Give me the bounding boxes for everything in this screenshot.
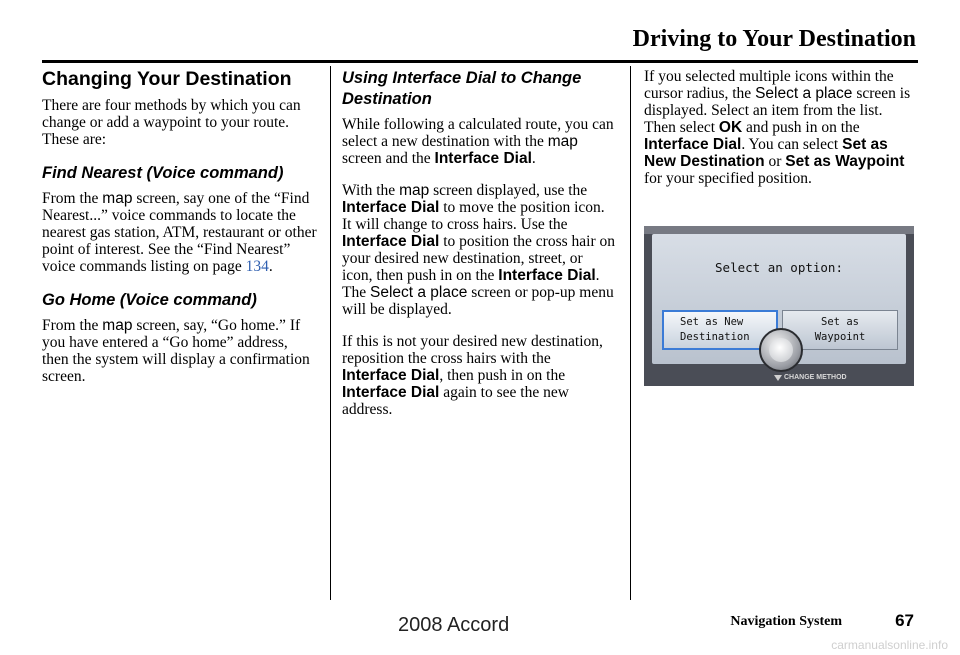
column-1 bbox=[42, 68, 317, 400]
section-heading: Changing Your Destination bbox=[42, 68, 292, 90]
map-term: map bbox=[102, 317, 133, 334]
set-as-new-destination-button[interactable]: Set as New Destination bbox=[662, 310, 778, 350]
interface-dial-icon bbox=[759, 328, 803, 372]
screen-title: Select an option: bbox=[715, 260, 843, 275]
interface-dial-heading: Using Interface Dial to Change Destination bbox=[342, 69, 582, 108]
page-number: 67 bbox=[895, 611, 914, 630]
select-place-paragraph: If you selected multiple icons within the cursor radius, the Select a place screen is displayed. Select an item from the list. Then select OK and push in on the Interface Dial. You can select Set as New Destination or Set as Waypoint for your specified position. bbox=[644, 68, 911, 187]
navigation-screen-image bbox=[644, 226, 914, 386]
dial-paragraph-1: While following a calculated route, you can select a new destination with the map screen and the Interface Dial. bbox=[342, 116, 614, 167]
watermark-text: 2008 Accord bbox=[398, 614, 510, 636]
find-nearest-heading: Find Nearest (Voice command) bbox=[42, 164, 284, 182]
column-divider-1 bbox=[330, 66, 331, 600]
dial-paragraph-2: With the map screen displayed, use the Interface Dial to move the position icon. It will change to cross hairs. Use the Interface Dial to position the cross hair on your desired new destination, street, or icon, then push in on the Interface Dial. The Select a place screen or pop-up menu will be displayed. bbox=[342, 182, 616, 318]
page-header-title: Driving to Your Destination bbox=[632, 26, 916, 52]
map-term: map bbox=[102, 190, 133, 207]
down-arrow-icon bbox=[774, 375, 782, 381]
column-3 bbox=[644, 68, 916, 202]
column-2 bbox=[342, 68, 617, 433]
screen-top-label bbox=[644, 226, 914, 234]
site-watermark: carmanualsonline.info bbox=[831, 638, 948, 652]
footer-section: Navigation System bbox=[730, 614, 842, 629]
go-home-heading: Go Home (Voice command) bbox=[42, 291, 257, 309]
header-rule bbox=[42, 60, 918, 63]
change-method-label: CHANGE METHOD bbox=[784, 374, 847, 381]
go-home-paragraph: From the map screen, say, “Go home.” If you have entered a “Go home” address, then the system will display a confirmation screen. bbox=[42, 317, 310, 385]
intro-paragraph: There are four methods by which you can change or add a waypoint to your route. These are: bbox=[42, 97, 301, 148]
column-divider-2 bbox=[630, 66, 631, 600]
find-nearest-paragraph: From the map screen, say one of the “Find Nearest...” voice commands to locate the nearest gas station, ATM, restaurant or other point of interest. See the “Find Nearest” voice commands listing on page 134. bbox=[42, 190, 317, 275]
set-as-waypoint-button[interactable]: Set as Waypoint bbox=[782, 310, 898, 350]
dial-paragraph-3: If this is not your desired new destination, reposition the cross hairs with the Interface Dial, then push in on the Interface Dial again to see the new address. bbox=[342, 333, 603, 418]
page-link-134[interactable]: 134 bbox=[245, 258, 269, 275]
